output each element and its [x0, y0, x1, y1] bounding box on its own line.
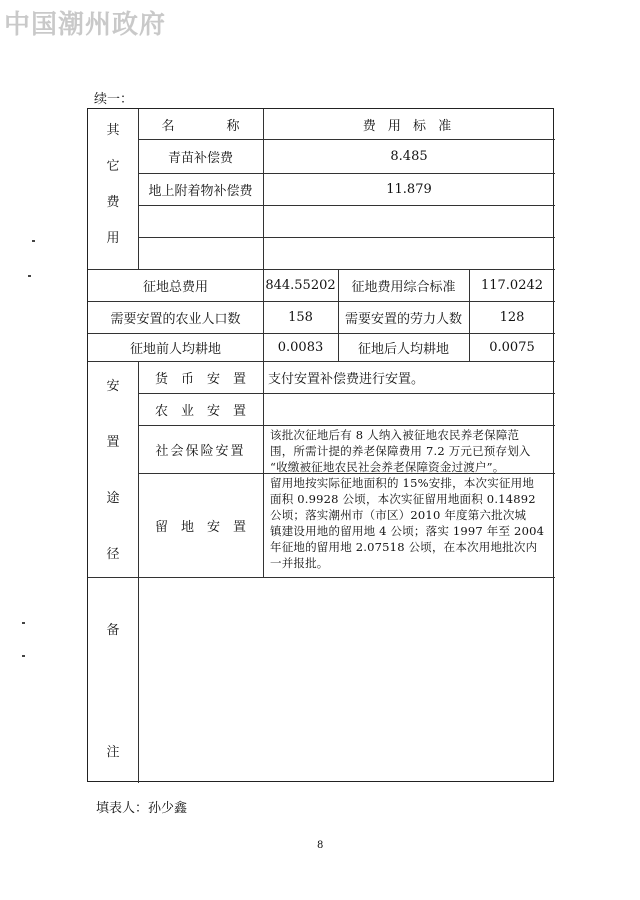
total-cost-value: 844.55202	[265, 277, 336, 293]
remarks-label-top: 备	[106, 623, 120, 638]
section-char: 置	[106, 435, 120, 450]
land-acquisition-form	[87, 108, 554, 782]
filled-by: 填表人：孙少鑫	[96, 801, 188, 816]
fee-value-seedling: 8.485	[390, 148, 428, 164]
continuation-label: 续一：	[94, 92, 134, 107]
comprehensive-standard-label: 征地费用综合标准	[351, 279, 456, 295]
fee-name-seedling: 青苗补偿费	[167, 150, 233, 166]
scan-speck	[28, 275, 31, 277]
social-insurance-text: 该批次征地后有 8 人纳入被征地农民养老保障范 围，所需计提的养老保障费用 7.2 万元已预存划入 “收缴被征地农民社会养老保障资金过渡户”。	[270, 428, 531, 474]
farmland-before-value: 0.0083	[277, 339, 324, 355]
section-char: 安	[106, 379, 120, 394]
labor-count-value: 128	[499, 309, 525, 325]
section-char: 用	[106, 231, 120, 246]
section-char: 径	[106, 547, 120, 562]
monetary-resettlement-text: 支付安置补偿费进行安置。	[268, 371, 425, 387]
scan-speck	[22, 655, 25, 657]
labor-count-label: 需要安置的劳力人数	[344, 311, 462, 327]
section-char: 它	[106, 159, 120, 174]
section-char: 费	[106, 195, 120, 210]
agri-population-label: 需要安置的农业人口数	[110, 311, 241, 327]
section-char: 其	[106, 123, 120, 138]
fee-name-attachments: 地上附着物补偿费	[148, 183, 253, 199]
page-number: 8	[317, 840, 324, 851]
header-name: 名 称	[161, 118, 240, 134]
section-label-other-fees	[88, 119, 138, 263]
farmland-before-label: 征地前人均耕地	[129, 341, 221, 357]
reserved-land-text: 留用地按实际征地面积的 15%安排，本次实征用地 面积 0.9928 公顷，本次实征留用地面积 0.14892 公顷；落实潮州市（市区）2010 年度第六批次城 镇建设用地的留用地 4 公顷；落实 1997 年至 2004 年征地的留用地 2.07518 公顷，在本次用地批次内 一并报批。	[270, 476, 545, 570]
social-insurance-label: 社会保险安置	[155, 443, 246, 459]
fee-value-attachments: 11.879	[386, 181, 432, 197]
farmland-after-label: 征地后人均耕地	[357, 341, 449, 357]
agri-population-value: 158	[288, 309, 313, 325]
reserved-land-label: 留 地 安 置	[154, 519, 246, 535]
scan-speck	[32, 240, 35, 242]
agri-resettlement-label: 农 业 安 置	[154, 403, 246, 419]
agri-resettlement-text	[268, 393, 548, 425]
header-fee-standard: 费 用 标 准	[362, 118, 456, 134]
remarks-label-bottom: 注	[106, 745, 120, 760]
farmland-after-value: 0.0075	[489, 339, 535, 355]
monetary-resettlement-label: 货 币 安 置	[154, 371, 246, 387]
section-label-resettlement	[88, 375, 138, 583]
comprehensive-standard-value: 117.0242	[480, 277, 544, 293]
total-cost-label: 征地总费用	[142, 279, 208, 295]
scan-speck	[22, 622, 25, 624]
watermark-logo: 中国潮州政府	[4, 10, 167, 40]
section-char: 途	[106, 491, 120, 506]
